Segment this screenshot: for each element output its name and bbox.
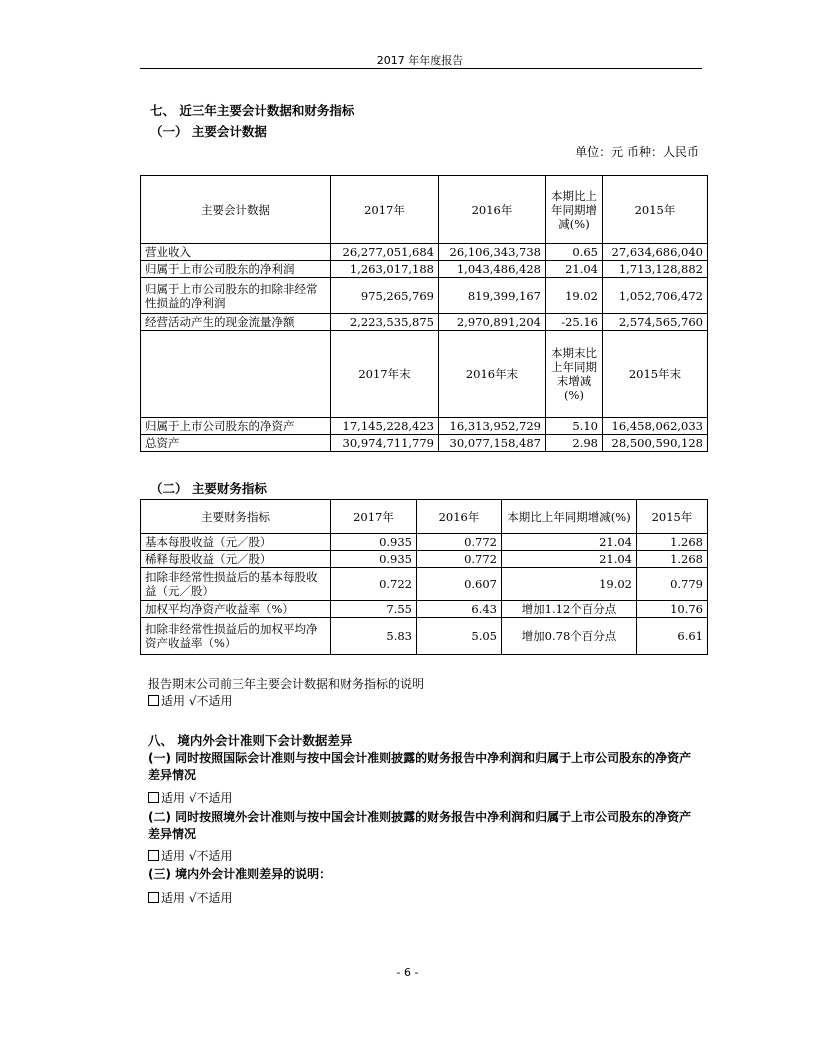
value-cell: 0.607 bbox=[417, 568, 502, 601]
header-cell: 本期比上年同期增减(%) bbox=[546, 176, 603, 244]
item-1-option bbox=[148, 789, 232, 806]
accounting-data-table bbox=[140, 175, 708, 452]
header-rule bbox=[140, 68, 702, 69]
value-cell: 2,970,891,204 bbox=[439, 314, 546, 331]
table-row bbox=[141, 568, 708, 601]
section-8-item-3: (三) 境内外会计准则差异的说明： bbox=[148, 867, 332, 881]
value-cell: 5.83 bbox=[331, 618, 417, 655]
row-label: 归属于上市公司股东的净资产 bbox=[141, 418, 331, 435]
sub-1-title: （一） 主要会计数据 bbox=[150, 124, 267, 139]
table-row bbox=[141, 601, 708, 618]
item-1-option-label: 适用 √不适用 bbox=[161, 791, 233, 805]
value-cell: 1.268 bbox=[637, 534, 708, 551]
row-label: 加权平均净资产收益率（%） bbox=[141, 601, 331, 618]
table-header-row bbox=[141, 176, 708, 244]
row-label: 扣除非经常性损益后的加权平均净资产收益率（%） bbox=[141, 618, 331, 655]
value-cell: 975,265,769 bbox=[331, 278, 439, 314]
value-cell: 2,574,565,760 bbox=[603, 314, 708, 331]
value-cell: 27,634,686,040 bbox=[603, 244, 708, 261]
section-8-item-1: (一) 同时按照国际会计准则与按中国会计准则披露的财务报告中净利润和归属于上市公司股东的净资产差异情况 bbox=[148, 751, 692, 782]
value-cell: 16,458,062,033 bbox=[603, 418, 708, 435]
checkbox-icon bbox=[148, 892, 159, 903]
value-cell: 2.98 bbox=[546, 435, 603, 452]
value-cell: 增加0.78个百分点 bbox=[502, 618, 637, 655]
value-cell: 30,077,158,487 bbox=[439, 435, 546, 452]
row-label: 稀释每股收益（元／股） bbox=[141, 551, 331, 568]
unit-label: 单位：元 币种：人民币 bbox=[575, 145, 699, 159]
header-cell: 2016年 bbox=[439, 176, 546, 244]
value-cell: 819,399,167 bbox=[439, 278, 546, 314]
header-cell: 主要会计数据 bbox=[141, 176, 331, 244]
note-option bbox=[148, 692, 232, 709]
row-label: 营业收入 bbox=[141, 244, 331, 261]
value-cell: 10.76 bbox=[637, 601, 708, 618]
header-cell bbox=[141, 331, 331, 418]
value-cell: -25.16 bbox=[546, 314, 603, 331]
table-header-row bbox=[141, 500, 708, 534]
item-3-option-label: 适用 √不适用 bbox=[161, 891, 233, 905]
header-cell: 主要财务指标 bbox=[141, 500, 331, 534]
table-row bbox=[141, 244, 708, 261]
header-cell: 2015年末 bbox=[603, 331, 708, 418]
checkbox-icon bbox=[148, 850, 159, 861]
value-cell: 2,223,535,875 bbox=[331, 314, 439, 331]
header-cell: 2017年末 bbox=[331, 331, 439, 418]
table-row bbox=[141, 314, 708, 331]
header-cell: 2015年 bbox=[637, 500, 708, 534]
value-cell: 16,313,952,729 bbox=[439, 418, 546, 435]
row-label: 归属于上市公司股东的扣除非经常性损益的净利润 bbox=[141, 278, 331, 314]
header-cell: 2016年 bbox=[417, 500, 502, 534]
note-text: 报告期末公司前三年主要会计数据和财务指标的说明 bbox=[148, 677, 425, 691]
section-7-title: 七、 近三年主要会计数据和财务指标 bbox=[150, 103, 355, 118]
table-row bbox=[141, 551, 708, 568]
row-label: 归属于上市公司股东的净利润 bbox=[141, 261, 331, 278]
header-cell: 2017年 bbox=[331, 500, 417, 534]
row-label: 基本每股收益（元／股） bbox=[141, 534, 331, 551]
value-cell: 0.935 bbox=[331, 551, 417, 568]
table-row bbox=[141, 618, 708, 655]
sub-2-title: （二） 主要财务指标 bbox=[150, 481, 267, 496]
header-cell: 本期比上年同期增减(%) bbox=[502, 500, 637, 534]
table-row bbox=[141, 261, 708, 278]
value-cell: 19.02 bbox=[546, 278, 603, 314]
value-cell: 0.772 bbox=[417, 534, 502, 551]
value-cell: 21.04 bbox=[502, 551, 637, 568]
value-cell: 0.935 bbox=[331, 534, 417, 551]
section-8-item-2: (二) 同时按照境外会计准则与按中国会计准则披露的财务报告中净利润和归属于上市公司股东的净资产差异情况 bbox=[148, 810, 692, 841]
value-cell: 增加1.12个百分点 bbox=[502, 601, 637, 618]
value-cell: 26,277,051,684 bbox=[331, 244, 439, 261]
table-row bbox=[141, 435, 708, 452]
item-2-option bbox=[148, 847, 232, 864]
table-row bbox=[141, 418, 708, 435]
page-number: - 6 - bbox=[396, 966, 419, 979]
value-cell: 1,263,017,188 bbox=[331, 261, 439, 278]
header-cell: 2017年 bbox=[331, 176, 439, 244]
table-row bbox=[141, 278, 708, 314]
value-cell: 1,052,706,472 bbox=[603, 278, 708, 314]
value-cell: 0.779 bbox=[637, 568, 708, 601]
value-cell: 1,713,128,882 bbox=[603, 261, 708, 278]
value-cell: 21.04 bbox=[502, 534, 637, 551]
value-cell: 0.772 bbox=[417, 551, 502, 568]
checkbox-icon bbox=[148, 695, 159, 706]
checkbox-icon bbox=[148, 792, 159, 803]
value-cell: 6.61 bbox=[637, 618, 708, 655]
value-cell: 30,974,711,779 bbox=[331, 435, 439, 452]
row-label: 经营活动产生的现金流量净额 bbox=[141, 314, 331, 331]
value-cell: 1.268 bbox=[637, 551, 708, 568]
item-2-option-label: 适用 √不适用 bbox=[161, 849, 233, 863]
value-cell: 0.65 bbox=[546, 244, 603, 261]
financial-indicators-table bbox=[140, 499, 708, 655]
item-3-option bbox=[148, 889, 232, 906]
section-8-title: 八、 境内外会计准则下会计数据差异 bbox=[148, 733, 353, 748]
header-cell: 本期末比上年同期末增减(%) bbox=[546, 331, 603, 418]
row-label: 扣除非经常性损益后的基本每股收益（元／股） bbox=[141, 568, 331, 601]
row-label: 总资产 bbox=[141, 435, 331, 452]
header-cell: 2015年 bbox=[603, 176, 708, 244]
value-cell: 7.55 bbox=[331, 601, 417, 618]
header-cell: 2016年末 bbox=[439, 331, 546, 418]
table-row bbox=[141, 534, 708, 551]
page-header: 2017 年年度报告 bbox=[376, 54, 464, 67]
value-cell: 17,145,228,423 bbox=[331, 418, 439, 435]
value-cell: 28,500,590,128 bbox=[603, 435, 708, 452]
value-cell: 26,106,343,738 bbox=[439, 244, 546, 261]
value-cell: 0.722 bbox=[331, 568, 417, 601]
value-cell: 21.04 bbox=[546, 261, 603, 278]
value-cell: 1,043,486,428 bbox=[439, 261, 546, 278]
note-option-label: 适用 √不适用 bbox=[161, 694, 233, 708]
value-cell: 5.10 bbox=[546, 418, 603, 435]
value-cell: 19.02 bbox=[502, 568, 637, 601]
value-cell: 6.43 bbox=[417, 601, 502, 618]
table-subheader-row bbox=[141, 331, 708, 418]
value-cell: 5.05 bbox=[417, 618, 502, 655]
